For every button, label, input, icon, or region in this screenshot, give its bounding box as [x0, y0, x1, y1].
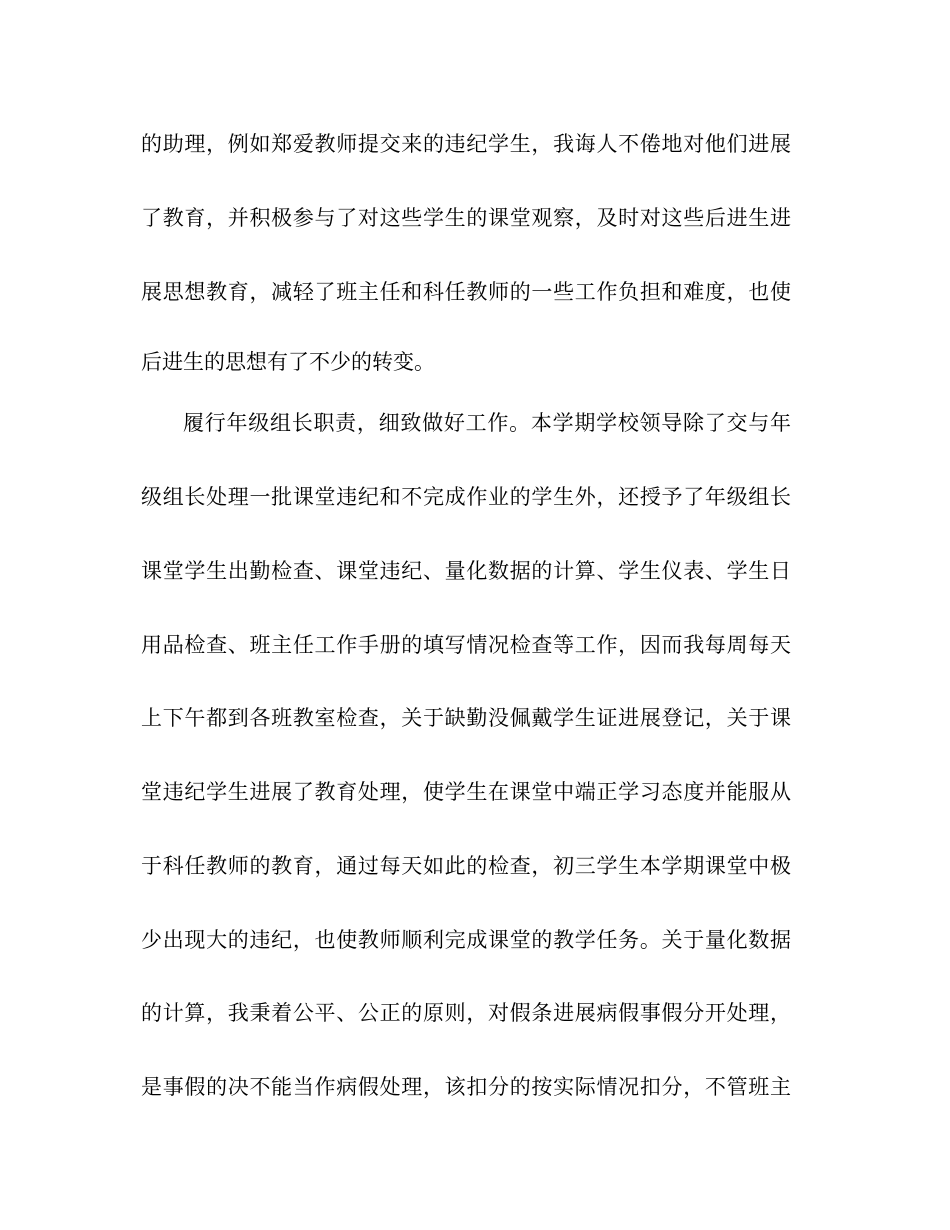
paragraph-last-line: 后进生的思想有了不少的转变。 — [141, 350, 435, 374]
text-line: 课堂学生出勤检查、课堂违纪、量化数据的计算、学生仪表、学生日 — [141, 559, 791, 583]
text-line: 少出现大的违纪，也使教师顺利完成课堂的教学任务。关于量化数据 — [141, 928, 791, 952]
text-line: 用品检查、班主任工作手册的填写情况检查等工作，因而我每周每天 — [141, 633, 791, 657]
text-line: 的助理，例如郑爱教师提交来的违纪学生，我诲人不倦地对他们进展 — [141, 132, 791, 156]
text-line: 上下午都到各班教室检查，关于缺勤没佩戴学生证进展登记，关于课 — [141, 706, 791, 730]
text-line: 堂违纪学生进展了教育处理，使学生在课堂中端正学习态度并能服从 — [141, 780, 791, 804]
paragraph-first-line: 履行年级组长职责，细致做好工作。本学期学校领导除了交与年 — [183, 411, 791, 435]
text-line: 展思想教育，减轻了班主任和科任教师的一些工作负担和难度，也使 — [141, 280, 791, 304]
text-line: 级组长处理一批课堂违纪和不完成作业的学生外，还授予了年级组长 — [141, 485, 791, 509]
text-line: 的计算，我秉着公平、公正的原则，对假条进展病假事假分开处理， — [141, 1001, 791, 1025]
text-line: 了教育，并积极参与了对这些学生的课堂观察，及时对这些后进生进 — [141, 206, 791, 230]
text-line: 于科任教师的教育，通过每天如此的检查，初三学生本学期课堂中极 — [141, 854, 791, 878]
text-line: 是事假的决不能当作病假处理，该扣分的按实际情况扣分，不管班主 — [141, 1075, 791, 1099]
